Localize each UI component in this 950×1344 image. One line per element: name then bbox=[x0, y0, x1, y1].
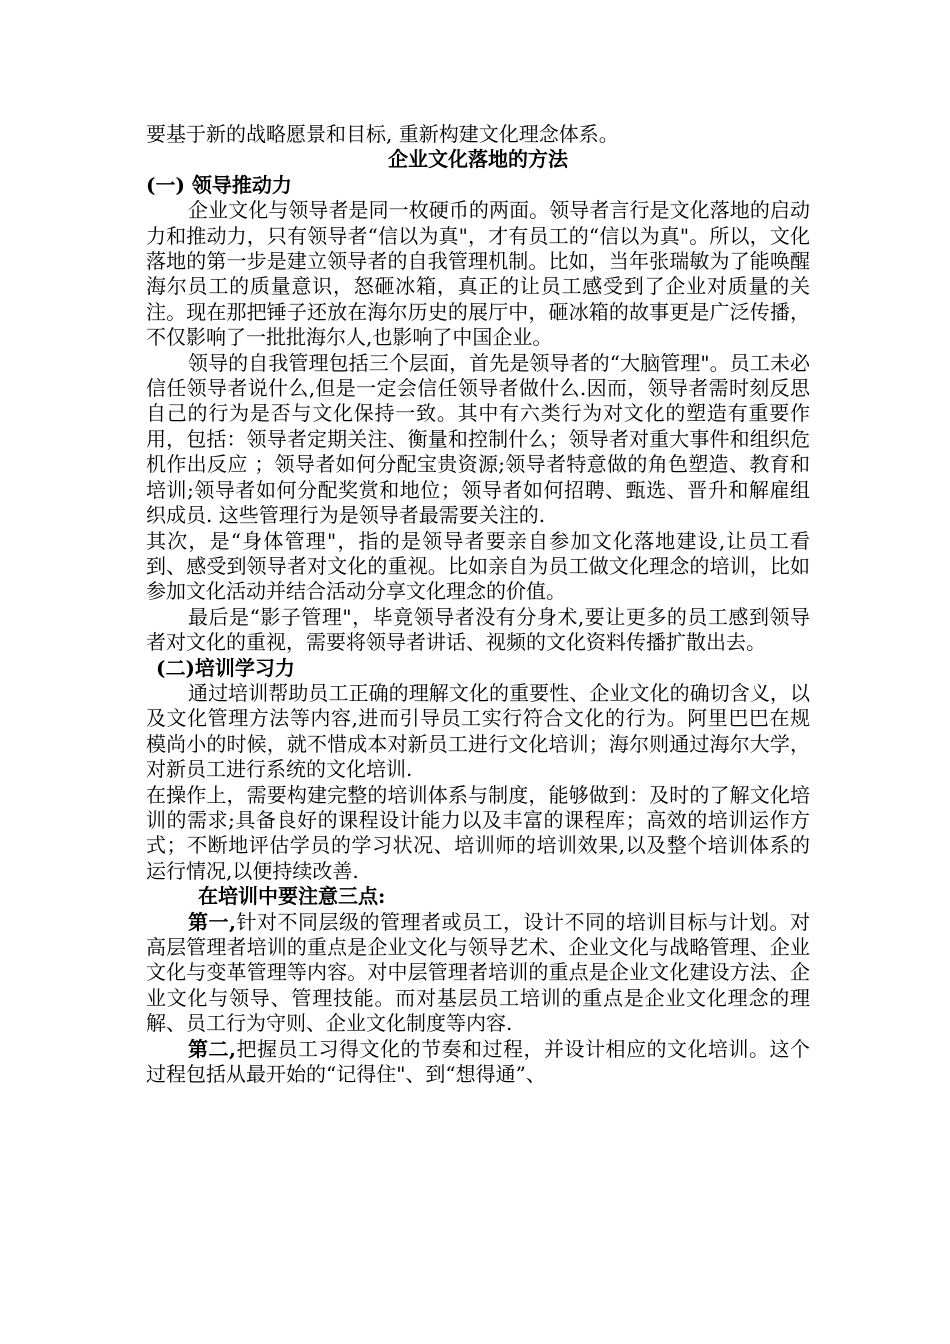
section1-paragraph-2: 领导的自我管理包括三个层面，首先是领导者的“大脑管理"。员工未必信任领导者说什么,但是一定会信任领导者做什么.因而，领导者需时刻反思自己的行为是否与文化保持一致。其中有六类行为对文化的塑造有重要作用，包括：领导者定期关注、衡量和控制什么；领导者对重大事件和组织危机作出反应 ；领导者如何分配宝贵资源;领导者特意做的角色塑造、教育和培训;领导者如何分配奖赏和地位；领导者如何招聘、甄选、晋升和解雇组织成员. 这些管理行为是领导者最需要关注的. bbox=[146, 350, 810, 528]
section1-paragraph-3: 其次，是“身体管理"，指的是领导者要亲自参加文化落地建设,让员工看到、感受到领导者对文化的重视。比如亲自为员工做文化理念的培训，比如参加文化活动并结合活动分享文化理念的价值。 bbox=[146, 528, 810, 604]
section2-heading: (二)培训学习力 bbox=[156, 655, 295, 680]
document-body bbox=[146, 122, 810, 1087]
section2-point-2 bbox=[146, 1037, 810, 1088]
section2-subheading: 在培训中要注意三点: bbox=[198, 884, 386, 909]
intro-line: 要基于新的战略愿景和目标, 重新构建文化理念体系。 bbox=[146, 122, 619, 146]
section1-paragraph-1: 企业文化与领导者是同一枚硬币的两面。领导者言行是文化落地的启动力和推动力，只有领导者“信以为真"，才有员工的“信以为真"。所以，文化落地的第一步是建立领导者的自我管理机制。比如，当年张瑞敏为了能唤醒海尔员工的质量意识，怒砸冰箱，真正的让员工感受到了企业对质量的关注。现在那把锤子还放在海尔历史的展厅中，砸冰箱的故事更是广泛传播，不仅影响了一批批海尔人,也影响了中国企业。 bbox=[146, 198, 810, 350]
section2-paragraph-1: 通过培训帮助员工正确的理解文化的重要性、企业文化的确切含义，以及文化管理方法等内容,进而引导员工实行符合文化的行为。阿里巴巴在规模尚小的时候，就不惜成本对新员工进行文化培训；海尔则通过海尔大学，对新员工进行系统的文化培训. bbox=[146, 680, 810, 782]
point1-lead: 第一, bbox=[188, 909, 236, 934]
point1-text: 针对不同层级的管理者或员工，设计不同的培训目标与计划。对高层管理者培训的重点是企业文化与领导艺术、企业文化与战略管理、企业文化与变革管理等内容。对中层管理者培训的重点是企业文化建设方法、企业文化与领导、管理技能。而对基层员工培训的重点是企业文化理念的理解、员工行为守则、企业文化制度等内容. bbox=[146, 909, 810, 1036]
point2-lead: 第二, bbox=[188, 1036, 236, 1061]
point2-text: 把握员工习得文化的节奏和过程，并设计相应的文化培训。这个过程包括从最开始的“记得住"、到“想得通”、 bbox=[146, 1036, 810, 1087]
section2-paragraph-2: 在操作上，需要构建完整的培训体系与制度，能够做到：及时的了解文化培训的需求;具备良好的课程设计能力以及丰富的课程库；高效的培训运作方式；不断地评估学员的学习状况、培训师的培训效果,以及整个培训体系的运行情况,以便持续改善. bbox=[146, 782, 810, 883]
section1-paragraph-4: 最后是“影子管理"，毕竟领导者没有分身术,要让更多的员工感到领导者对文化的重视，需要将领导者讲话、视频的文化资料传播扩散出去。 bbox=[146, 604, 810, 655]
section2-point-1 bbox=[146, 910, 810, 1037]
section1-heading: (一) 领导推动力 bbox=[146, 172, 292, 197]
document-title: 企业文化落地的方法 bbox=[388, 147, 568, 172]
